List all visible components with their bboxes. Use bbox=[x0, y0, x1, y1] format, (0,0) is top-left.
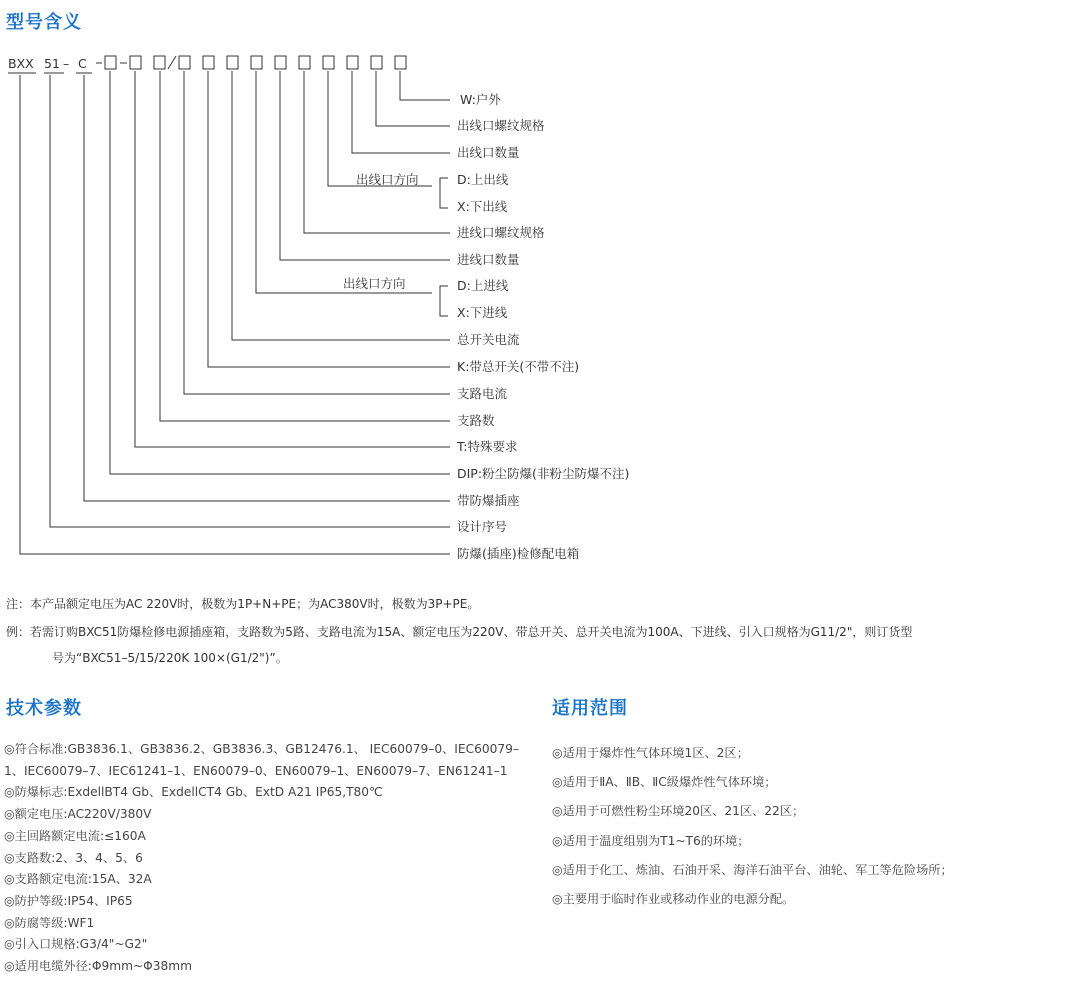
inlet-direction-label: 出线口方向 bbox=[343, 276, 406, 291]
model-part-dash: – bbox=[63, 56, 70, 71]
scope-title: 适用范围 bbox=[552, 698, 628, 719]
model-part-c: C bbox=[78, 56, 87, 71]
tech-item-main-current: ◎主回路额定电流:≤160A bbox=[4, 828, 146, 843]
label-inlet-up: D:上进线 bbox=[457, 278, 509, 293]
tech-item-standards: ◎符合标准:GB3836.1、GB3836.2、GB3836.3、GB12476.1、 IEC60079–0、IEC60079–1、IEC60079–7、IEC61241–1、EN60079–0、EN60079–1、EN60079–7、EN61241–1 bbox=[4, 742, 519, 778]
model-part-bxx: BXX bbox=[8, 56, 34, 71]
label-inlet-thread: 进线口螺纹规格 bbox=[457, 225, 545, 240]
scope-list bbox=[552, 739, 953, 914]
label-inlet-down: X:下进线 bbox=[457, 305, 508, 320]
tech-item-inlet: ◎引入口规格:G3/4"~G2" bbox=[4, 937, 148, 952]
label-special: T:特殊要求 bbox=[457, 439, 518, 454]
label-branch-current: 支路电流 bbox=[457, 386, 508, 401]
label-dust-proof: DIP:粉尘防爆(非粉尘防爆不注) bbox=[457, 466, 630, 481]
tech-item-marking: ◎防爆标志:ExdellBT4 Gb、ExdellCT4 Gb、ExtD A21 IP65,T80℃ bbox=[4, 785, 383, 800]
label-main-switch-current: 总开关电流 bbox=[457, 332, 520, 347]
label-outlet-count: 出线口数量 bbox=[457, 145, 520, 160]
scope-item-industries: ◎适用于化工、炼油、石油开采、海洋石油平台、油轮、军工等危险场所； bbox=[552, 862, 953, 877]
scope-item-temporary: ◎主要用于临时作业或移动作业的电源分配。 bbox=[552, 892, 795, 907]
scope-item-temperature: ◎适用于温度组别为T1~T6的环境； bbox=[552, 833, 750, 848]
label-outlet-thread: 出线口螺纹规格 bbox=[457, 118, 545, 133]
outlet-direction-label: 出线口方向 bbox=[356, 172, 419, 187]
tech-item-cable: ◎适用电缆外径:Φ9mm~Φ38mm bbox=[4, 959, 193, 974]
label-socket: 带防爆插座 bbox=[457, 493, 520, 508]
scope-item-gas-group: ◎适用于ⅡA、ⅡB、ⅡC级爆炸性气体环境； bbox=[552, 775, 777, 790]
note-voltage: 注：本产品额定电压为AC 220V时，极数为1P+N+PE；为AC380V时，极数为3P+PE。 bbox=[6, 597, 480, 611]
scope-item-gas-zone: ◎适用于爆炸性气体环境1区、2区； bbox=[552, 746, 749, 760]
tech-item-anticorrosion: ◎防腐等级:WF1 bbox=[4, 915, 95, 930]
label-inlet-count: 进线口数量 bbox=[457, 252, 520, 267]
tech-params-title: 技术参数 bbox=[6, 698, 82, 719]
label-design-serial: 设计序号 bbox=[457, 519, 508, 534]
tech-item-protection: ◎防护等级:IP54、IP65 bbox=[4, 893, 133, 908]
note-example-continued: 号为“BXC51–5/15/220K 100×(G1/2")”。 bbox=[52, 651, 288, 665]
note-example: 例：若需订购BXC51防爆检修电源插座箱，支路数为5路、支路电流为15A、额定电压为220V、带总开关、总开关电流为100A、下进线、引入口规格为G11/2"，则订货型 bbox=[6, 625, 913, 639]
model-code-diagram bbox=[0, 40, 1066, 570]
label-product-name: 防爆(插座)检修配电箱 bbox=[457, 546, 580, 561]
tech-item-voltage: ◎额定电压:AC220V/380V bbox=[4, 807, 152, 822]
tech-item-branch-count: ◎支路数:2、3、4、5、6 bbox=[4, 850, 143, 865]
model-meaning-title: 型号含义 bbox=[6, 12, 82, 33]
tech-item-branch-current: ◎支路额定电流:15A、32A bbox=[4, 872, 152, 887]
tech-params-list bbox=[4, 739, 534, 978]
label-branch-count: 支路数 bbox=[457, 413, 495, 428]
scope-item-dust-zone: ◎适用于可燃性粉尘环境20区、21区、22区； bbox=[552, 804, 805, 819]
label-outlet-down: X:下出线 bbox=[457, 199, 508, 214]
label-outdoor: W:户外 bbox=[460, 92, 501, 107]
label-outlet-up: D:上出线 bbox=[457, 172, 509, 187]
model-part-51: 51 bbox=[44, 56, 60, 71]
label-main-switch: K:带总开关(不带不注) bbox=[457, 359, 580, 374]
